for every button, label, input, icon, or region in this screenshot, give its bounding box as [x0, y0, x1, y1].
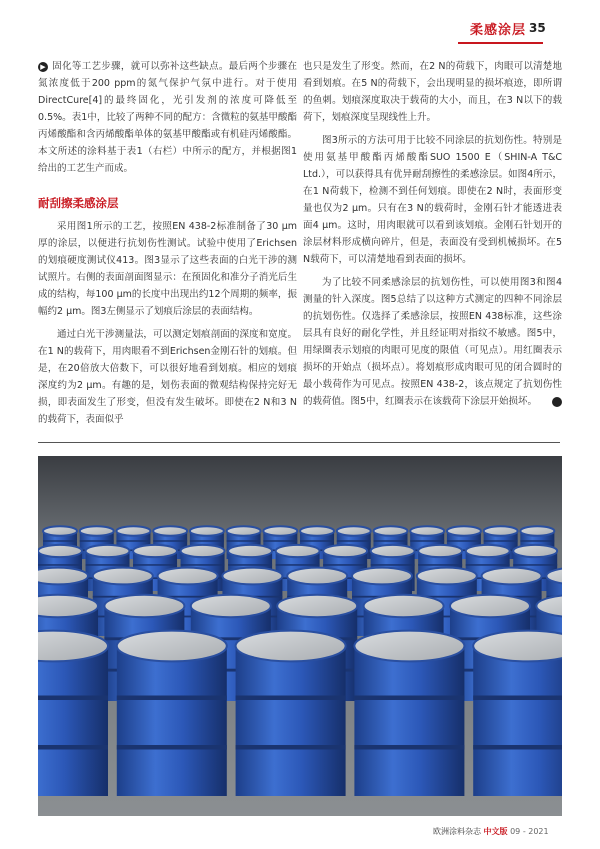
drum-hoop	[38, 745, 108, 750]
drum-lid	[417, 568, 477, 585]
page-footer	[433, 826, 549, 837]
drum-hoop	[466, 564, 510, 566]
drum-hoop	[86, 564, 130, 566]
barrels-icon	[38, 456, 562, 816]
drum-lid	[354, 631, 464, 662]
drum-body	[38, 646, 108, 796]
drum-lid	[337, 526, 371, 536]
drum-lid	[117, 631, 227, 662]
right-paragraph-3-text: 为了比较不同柔感涂层的抗划伤性，可以使用图3和图4测量的针入深度。图5总结了以这种方式测定的四种不同涂层的抗划伤性。仅选择了柔感涂层，按照EN 438标准，这些涂层具有良好的耐化学性，并且经证明对指纹不敏感。图5中，用绿圈表示划痕的肉眼可见度的限值（可见点）。用红圈表示损坏的开始点（损坏点）。将划痕形成肉眼可见的闭合圆时的最小载荷作为可见点。按照EN 438-2，该点规定了抗划伤性的载荷值。图5中，红圈表示在该载荷下涂层开始损坏。	[303, 277, 562, 407]
drum-lid	[86, 545, 130, 557]
drum-lid	[153, 526, 187, 536]
header-rule	[458, 42, 543, 44]
drum-hoop	[236, 696, 346, 701]
drum-hoop	[473, 696, 562, 701]
right-paragraph-2: 图3所示的方法可用于比较不同涂层的抗划伤性。特别是使用氨基甲酸酯丙烯酸酯SUO 1500 E（SHIN-A T&C Ltd.），可以获得具有优异耐刮擦性的柔感涂层。如图4所示，在1 N荷载下，检测不到任何划痕。即使在2 N时，表面形变量也仅为2 μm。只有在3 N的载荷时，金刚石针才能透进表面4 μm。这时，用肉眼就可以看到该划痕。金刚石针划开的涂层材料形成横向碎片，但是，表面没有受到机械损坏。在5 N载荷下，可以清楚地看到表面的损坏。	[303, 135, 562, 265]
drum-hoop	[410, 540, 444, 542]
drum-hoop	[80, 540, 114, 542]
drum-hoop	[354, 696, 464, 701]
drum-lid	[80, 526, 114, 536]
drum-lid	[482, 568, 542, 585]
drum-hoop	[300, 540, 334, 542]
drum-lid	[191, 595, 271, 617]
drum-hoop	[228, 564, 272, 566]
drum-hoop	[373, 540, 407, 542]
drum-hoop	[263, 540, 297, 542]
drum-lid	[300, 526, 334, 536]
drum-body	[117, 646, 227, 796]
drum-lid	[484, 526, 518, 536]
drum-lid	[513, 545, 557, 557]
drum-hoop	[337, 540, 371, 542]
left-paragraph-1	[38, 58, 297, 177]
right-paragraph-1: 也只是发生了形变。然而，在2 N的荷载下，肉眼可以清楚地看到划痕。在5 N的荷载下，会出现明显的损坏痕迹，即所谓的鱼刺。划痕深度取决于载荷的大小，而且，在3 N以下的载荷下，划痕深度呈现线性上升。	[303, 61, 562, 123]
continue-arrow-icon: ▶	[38, 62, 48, 72]
footer-magazine: 欧洲涂料杂志	[433, 827, 481, 836]
left-paragraph-3: 通过白光干涉测量法，可以测定划痕剖面的深度和宽度。在1 N的载荷下，用肉眼看不到Erichsen金刚石针的划痕。但是，在20倍放大倍数下，可以很好地看到划痕。相应的划痕深度约为2 μm。有趣的是，划伤表面的微观结构保持完好无损，即表面发生了形变，但没有发生破坏。即使在2 N和3 N的载荷下，表面似乎	[38, 329, 297, 425]
drum-lid	[410, 526, 444, 536]
drum-lid	[104, 595, 184, 617]
drum-lid	[190, 526, 224, 536]
drum-hoop	[513, 564, 557, 566]
drum-lid	[158, 568, 218, 585]
drum-lid	[520, 526, 554, 536]
drum-lid	[263, 526, 297, 536]
drum-hoop	[153, 540, 187, 542]
drum-lid	[323, 545, 367, 557]
divider	[38, 442, 560, 443]
drum-lid	[38, 595, 98, 617]
drum-hoop	[236, 745, 346, 750]
drum-hoop	[190, 540, 224, 542]
drum-hoop	[276, 564, 320, 566]
drum-lid	[236, 631, 346, 662]
drum-lid	[181, 545, 225, 557]
drum-lid	[277, 595, 357, 617]
footer-issue: 09 - 2021	[510, 827, 549, 836]
drum-hoop	[447, 540, 481, 542]
drum-lid	[38, 568, 88, 585]
right-paragraph-3	[303, 274, 577, 410]
drum-lid	[473, 631, 562, 662]
section-heading: 耐刮擦柔感涂层	[38, 196, 119, 210]
drum-lid	[116, 526, 150, 536]
drum-hoop	[227, 540, 261, 542]
drum-lid	[227, 526, 261, 536]
drum-hoop	[354, 745, 464, 750]
drum-hoop	[484, 540, 518, 542]
footer-edition: 中文版	[483, 827, 508, 836]
drum-hoop	[418, 564, 462, 566]
drum-hoop	[181, 564, 225, 566]
barrels-photo	[38, 456, 562, 816]
drum-lid	[371, 545, 415, 557]
left-paragraph-2: 采用图1所示的工艺，按照EN 438-2标准制备了30 μm厚的涂层，以便进行抗划伤性测试。试验中使用了Erichsen的划痕硬度测试仪413。图3显示了这些表面的白光干涉的测试照片。右侧的表面剖面图显示：在预固化和准分子消光后生成的结构，每100 μm的长度中出现出约12个周期的频率，振幅约2 μm。图3左侧显示了划痕后涂层的表面结构。	[38, 221, 297, 317]
drum-hoop	[38, 696, 108, 701]
drum-lid	[287, 568, 347, 585]
drum-body	[473, 646, 562, 796]
drum-hoop	[133, 564, 177, 566]
drum-hoop	[520, 540, 554, 542]
drum-lid	[352, 568, 412, 585]
drum-hoop	[117, 745, 227, 750]
drum-lid	[43, 526, 77, 536]
right-column	[303, 58, 577, 416]
left-paragraph-1-text: 固化等工艺步骤，就可以弥补这些缺点。最后两个步骤在氮浓度低于200 ppm的氮气保护气氛中进行。对于使用DirectCure[4]的最终固化，光引发剂的浓度可降低至0.5%。表1中，比较了两种不同的配方：含微粒的氨基甲酸酯丙烯酸酯和含丙烯酸酯单体的氨基甲酸酯或有机硅丙烯酸酯。本文所述的涂料基于表1（右栏）中所示的配方，并根据图1给出的工艺生产而成。	[38, 61, 297, 174]
drum-hoop	[371, 564, 415, 566]
drum-hoop	[323, 564, 367, 566]
drum-lid	[466, 545, 510, 557]
drum-lid	[222, 568, 282, 585]
drum-hoop	[43, 540, 77, 542]
drum-lid	[38, 545, 82, 557]
drum-hoop	[117, 696, 227, 701]
drum-lid	[93, 568, 153, 585]
drum-lid	[133, 545, 177, 557]
section-title: 柔感涂层	[470, 23, 527, 38]
drum-hoop	[116, 540, 150, 542]
drum-lid	[373, 526, 407, 536]
drum-lid	[228, 545, 272, 557]
drum-hoop	[38, 564, 82, 566]
drum-lid	[276, 545, 320, 557]
end-of-article-icon: ◀	[552, 397, 562, 407]
left-column	[38, 58, 297, 434]
drum-body	[236, 646, 346, 796]
page-number: 35	[529, 21, 546, 35]
drum-hoop	[473, 745, 562, 750]
drum-lid	[364, 595, 444, 617]
drum-lid	[418, 545, 462, 557]
drum-lid	[450, 595, 530, 617]
drum-body	[354, 646, 464, 796]
drum-lid	[447, 526, 481, 536]
